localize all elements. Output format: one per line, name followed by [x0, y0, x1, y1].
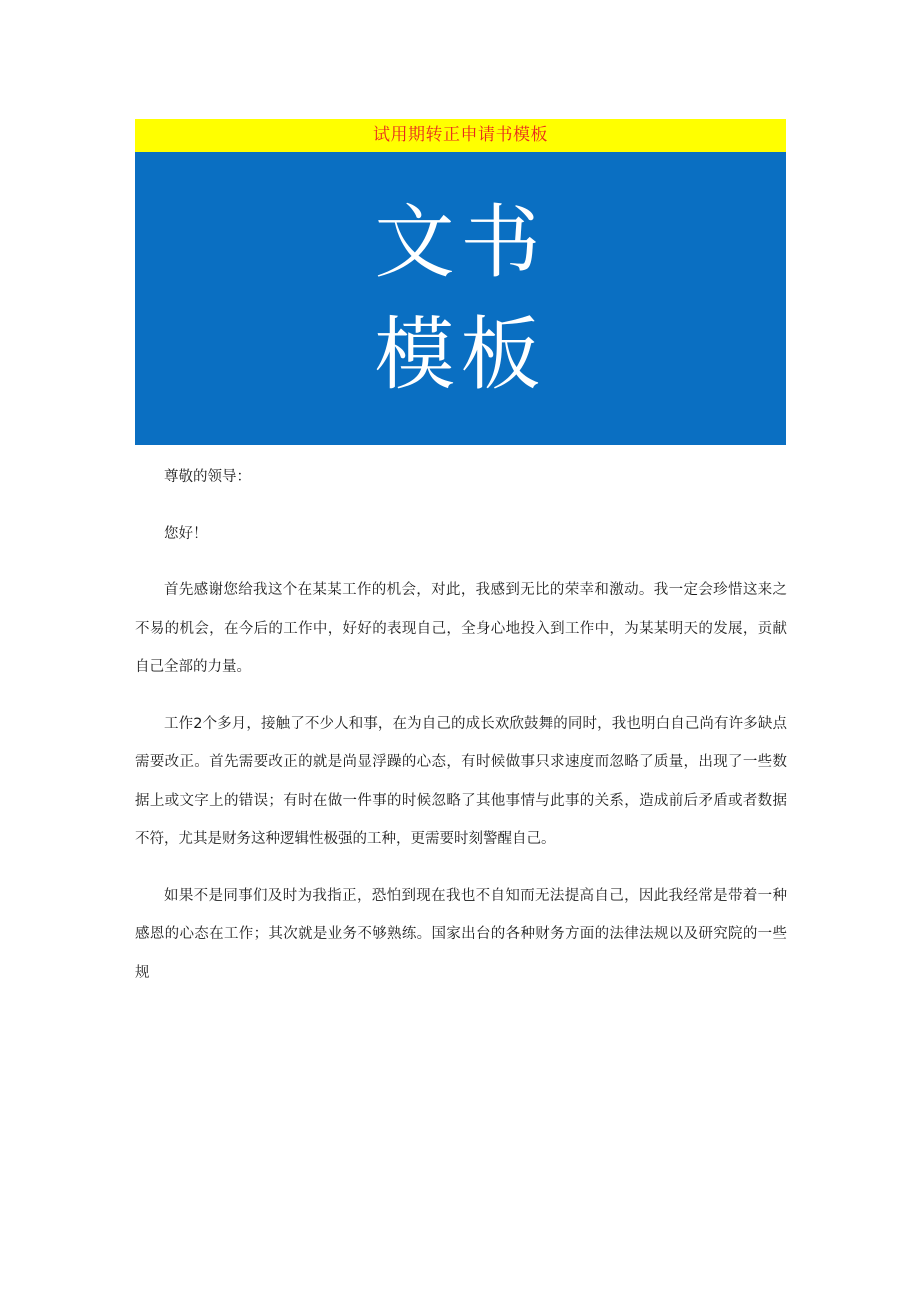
body-paragraph-2: 工作2个多月，接触了不少人和事，在为自己的成长欢欣鼓舞的同时，我也明白自己尚有许多缺点需要改正。首先需要改正的就是尚显浮躁的心态，有时候做事只求速度而忽略了质量，出现了一些数据上或文字上的错误；有时在做一件事的时候忽略了其他事情与此事的关系，造成前后矛盾或者数据不符，尤其是财务这种逻辑性极强的工种，更需要时刻警醒自己。 [135, 715, 787, 847]
cover-text-line-2: 模板 [374, 307, 547, 401]
document-title: 试用期转正申请书模板 [373, 125, 548, 145]
cover-text-line-1: 文书 [374, 195, 547, 289]
title-banner [135, 119, 786, 152]
body-paragraph-3: 如果不是同事们及时为我指正，恐怕到现在我也不自知而无法提高自己，因此我经常是带着一种感恩的心态在工作；其次就是业务不够熟练。国家出台的各种财务方面的法律法规以及研究院的一些规 [135, 887, 787, 981]
greeting: 您好！ [164, 525, 208, 542]
cover-block [135, 152, 786, 445]
letter-body [135, 458, 787, 1010]
salutation: 尊敬的领导： [164, 469, 251, 485]
body-paragraph-1: 首先感谢您给我这个在某某工作的机会，对此，我感到无比的荣幸和激动。我一定会珍惜这来之不易的机会，在今后的工作中，好好的表现自己，全身心地投入到工作中，为某某明天的发展，贡献自己全部的力量。 [135, 582, 787, 675]
